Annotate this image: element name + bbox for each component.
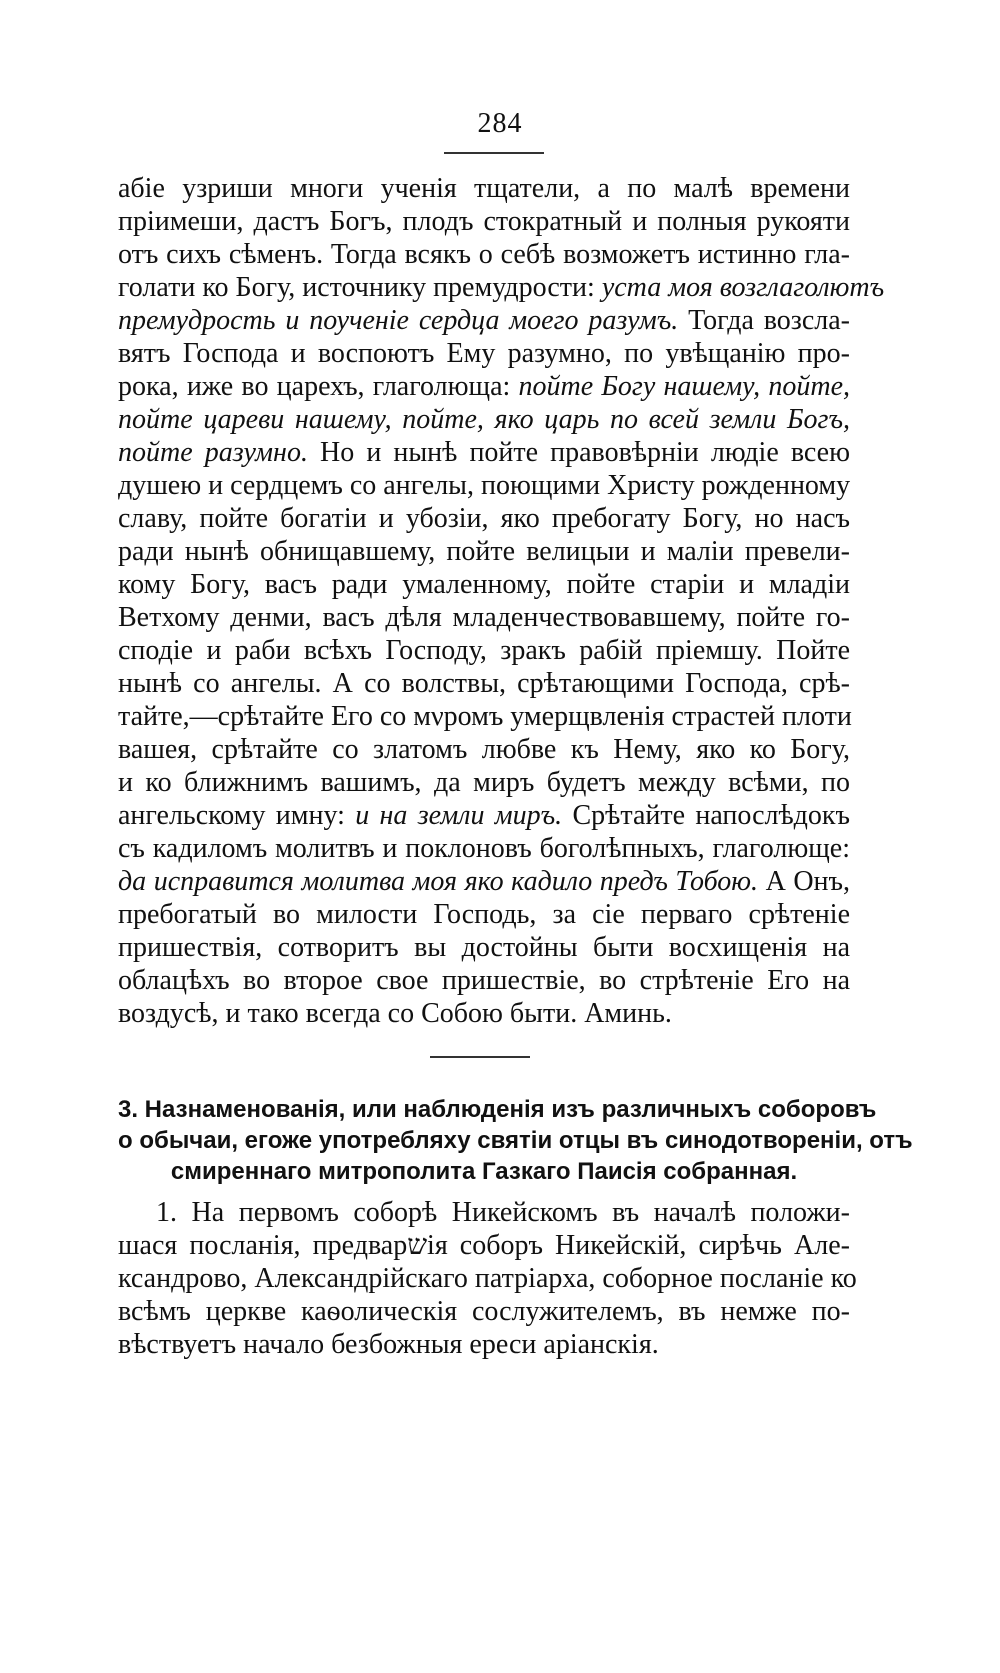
text-line: вѣствуетъ начало безбожныя ереси аріанскія. [118, 1329, 659, 1360]
text-line [118, 205, 850, 238]
text-line [118, 568, 850, 601]
text-line [118, 997, 850, 1030]
top-rule [444, 152, 544, 154]
italic-quote: да исправится молитва моя яко кадило предъ Тобою. [118, 866, 759, 897]
text-line: шася посланія, предварשія соборъ Никейскій, сирѣчь Але- [118, 1230, 850, 1261]
heading-line: смиреннаго митрополита Газкаго Паисія собранная. [170, 1158, 798, 1185]
text-run: ради нынѣ обнищавшему, пойте велицыи и маліи превели- [118, 536, 850, 567]
section-text [118, 1196, 857, 1361]
text-run: абіе узриши многи ученія тщатели, а по малѣ времени [118, 173, 850, 204]
text-run: тайте,—срѣтайте Его со мνромъ умерщвленія страстей плоти [118, 701, 852, 732]
text-run: вятъ Господа и воспоютъ Ему разумно, по увѣщанію про- [118, 338, 850, 369]
italic-quote: пойте Богу нашему, пойте, [518, 371, 850, 402]
text-run: облацѣхъ во второе свое пришествіе, во стрѣтеніе Его на [118, 965, 850, 996]
text-run: Срѣтайте напослѣдокъ [562, 800, 850, 831]
text-run: пріимеши, дастъ Богъ, плодъ стократный и полныя рукояти [118, 206, 850, 237]
section-heading [118, 1094, 913, 1187]
section-divider [430, 1056, 530, 1058]
text-run: славу, пойте богатіи и убозіи, яко пребогату Богу, но насъ [118, 503, 850, 534]
text-line [118, 172, 850, 205]
text-run: пребогатый во милости Господь, за сіе перваго срѣтеніе [118, 899, 850, 930]
text-line [118, 436, 850, 469]
text-run: Ветхому денми, васъ дѣля младенчествовавшему, пойте го- [118, 602, 850, 633]
text-line [118, 469, 850, 502]
text-line [118, 535, 850, 568]
text-run: съ кадиломъ молитвъ и поклоновъ боголѣпныхъ, глаголюще: [118, 833, 850, 864]
text-line [118, 799, 850, 832]
text-line [118, 502, 850, 535]
text-run: Тогда возсла- [678, 305, 850, 336]
text-run: А Онъ, [758, 866, 851, 897]
text-line [118, 898, 850, 931]
text-line [118, 964, 850, 997]
text-line [118, 337, 850, 370]
text-line [118, 304, 850, 337]
text-run: пришествія, сотворитъ вы достойны быти восхищенія на [118, 932, 850, 963]
heading-line: 3. Назнаменованія, или наблюденія изъ различныхъ соборовъ [118, 1096, 877, 1123]
text-run: сподіе и раби всѣхъ Господу, зракъ рабій пріемшу. Пойте [118, 635, 850, 666]
text-line [118, 634, 850, 667]
italic-quote: премудрость и поученіе сердца моего разумъ. [118, 305, 679, 336]
text-line: ксандрово, Александрійскаго патріарха, соборное посланіе ко [118, 1263, 857, 1294]
text-run: Но и нынѣ пойте правовѣрніи людіе всею [307, 437, 851, 468]
text-line [118, 832, 850, 865]
text-line [118, 370, 850, 403]
text-run: нынѣ со ангелы. А со волствы, срѣтающими Господа, срѣ- [118, 668, 850, 699]
text-run: голати ко Богу, источнику премудрости: [118, 272, 602, 303]
text-line [118, 667, 850, 700]
text-line [118, 700, 850, 733]
text-line: всѣмъ церкве каѳолическія сослужителемъ, въ немже по- [118, 1296, 850, 1327]
text-run: отъ сихъ сѣменъ. Тогда всякъ о себѣ возможетъ истинно гла- [118, 239, 850, 270]
text-run: вашея, срѣтайте со златомъ любве къ Нему, яко ко Богу, [118, 734, 850, 765]
text-run: рока, иже во царехъ, глаголюща: [118, 371, 519, 402]
text-line [118, 238, 850, 271]
body-text [118, 172, 885, 1030]
text-line [118, 766, 850, 799]
text-run: воздусѣ, и тако всегда со Собою быти. Аминь. [118, 998, 672, 1029]
text-run: ангельскому имну: [118, 800, 356, 831]
italic-quote: и на земли миръ. [355, 800, 563, 831]
text-line [118, 271, 885, 304]
text-line [118, 931, 850, 964]
italic-quote: пойте цареви нашему, пойте, яко царь по всей земли Богъ, [118, 404, 850, 435]
text-line [118, 733, 850, 766]
text-line [118, 403, 850, 436]
text-run: и ко ближнимъ вашимъ, да миръ будетъ между всѣми, по [118, 767, 850, 798]
text-line: 1. На первомъ соборѣ Никейскомъ въ началѣ положи- [156, 1197, 850, 1228]
italic-quote: пойте разумно. [118, 437, 308, 468]
text-line [118, 601, 850, 634]
text-line [118, 865, 850, 898]
page-number: 284 [477, 108, 523, 139]
text-run: душею и сердцемъ со ангелы, поющими Христу рожденному [118, 470, 851, 501]
heading-line: о обычаи, егоже употребляху святіи отцы въ синодотвореніи, отъ [118, 1127, 913, 1154]
text-run: кому Богу, васъ ради умаленному, пойте старіи и младіи [118, 569, 850, 600]
italic-quote: уста моя возглаголютъ [601, 272, 885, 303]
